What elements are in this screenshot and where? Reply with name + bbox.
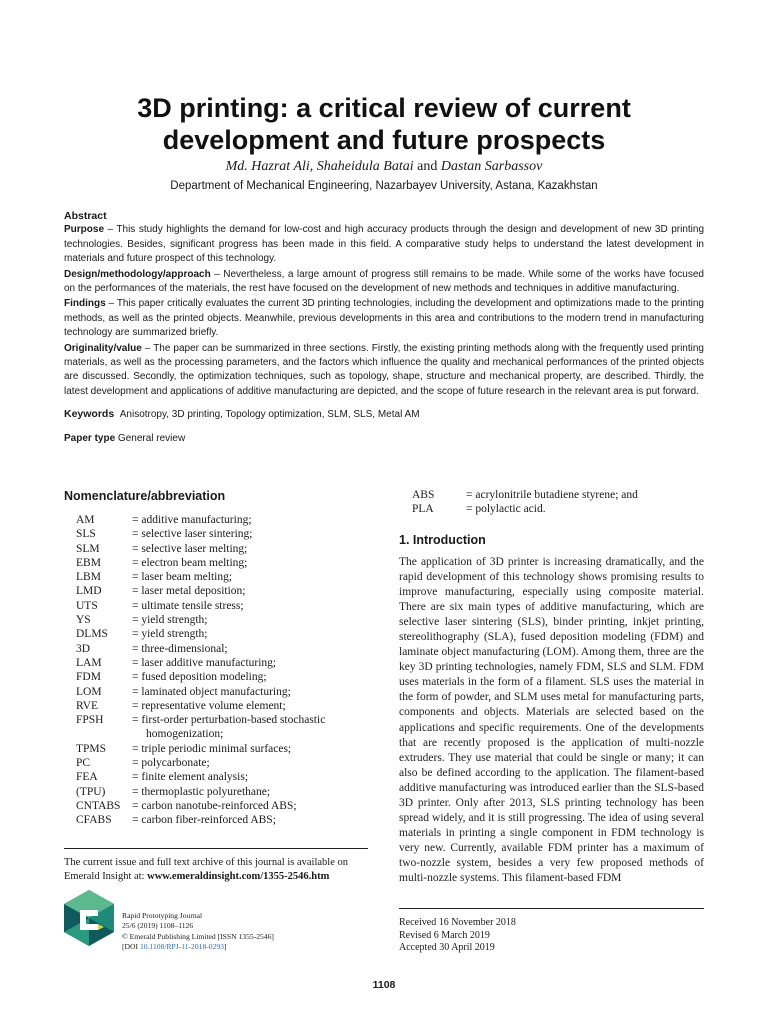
paper-type-text: General review xyxy=(117,432,186,444)
journal-url-link[interactable]: www.emeraldinsight.com/1355-2546.htm xyxy=(147,871,330,882)
purpose-label: Purpose xyxy=(64,224,105,236)
definition-text: = carbon fiber-reinforced ABS; xyxy=(132,814,276,827)
nomenclature-row xyxy=(76,785,376,799)
nomenclature-definition xyxy=(132,742,376,756)
nomenclature-row xyxy=(76,599,376,613)
nomenclature-row xyxy=(76,570,376,584)
definition-text: = ultimate tensile stress; xyxy=(132,599,244,612)
abstract-findings xyxy=(64,297,704,340)
authors-first: Md. Hazrat Ali, Shaheidula Batai xyxy=(225,159,414,174)
nomenclature-row xyxy=(412,488,712,502)
nomenclature-abbr: LMD xyxy=(76,585,102,598)
definition-text: = selective laser melting; xyxy=(132,542,248,555)
definition-text: = polycarbonate; xyxy=(132,757,210,770)
nomenclature-row xyxy=(76,713,376,742)
definition-text: = laser beam melting; xyxy=(132,571,233,584)
findings-text: – This paper critically evaluates the current 3D printing technologies, including the development and optimizations made to the printing methods, as well as the printed objects. Meanwhile, previous developments in this area and contributions to the modern trend in manufacturing technology are summarized briefly. xyxy=(64,298,704,339)
nomenclature-definition xyxy=(132,599,376,613)
definition-text: = triple periodic minimal surfaces; xyxy=(132,742,292,755)
introduction-heading: 1. Introduction xyxy=(399,533,486,547)
nomenclature-definition xyxy=(132,542,376,556)
nomenclature-definition xyxy=(132,785,376,799)
nomenclature-row xyxy=(76,627,376,641)
nomenclature-row xyxy=(412,502,712,516)
affiliation: Department of Mechanical Engineering, Nazarbayev University, Astana, Kazakhstan xyxy=(170,180,598,192)
date-revised: Revised 6 March 2019 xyxy=(399,929,490,941)
definition-text: = selective laser sintering; xyxy=(132,528,253,541)
nomenclature-row xyxy=(76,742,376,756)
nomenclature-abbr: (TPU) xyxy=(76,785,106,798)
nomenclature-abbr: LAM xyxy=(76,656,102,669)
nomenclature-definition xyxy=(466,488,712,502)
date-accepted: Accepted 30 April 2019 xyxy=(399,942,495,954)
journal-volume: 25/6 (2019) 1108–1126 xyxy=(122,921,194,931)
nomenclature-abbr: SLS xyxy=(76,528,96,541)
authors-last: Dastan Sarbassov xyxy=(440,159,543,174)
authors xyxy=(60,158,708,176)
nomenclature-abbr: AM xyxy=(76,514,95,526)
abstract xyxy=(64,209,704,447)
abstract-heading: Abstract xyxy=(64,210,107,222)
nomenclature-definition xyxy=(132,513,376,527)
nomenclature-definition xyxy=(132,799,376,813)
paper-type-label: Paper type xyxy=(64,432,116,444)
originality-label: Originality/value xyxy=(64,342,142,354)
emerald-logo xyxy=(64,890,114,946)
nomenclature-definition xyxy=(132,770,376,784)
definition-continuation: homogenization; xyxy=(146,728,224,741)
nomenclature-abbr: DLMS xyxy=(76,628,108,641)
nomenclature-abbr: UTS xyxy=(76,599,98,612)
nomenclature-row xyxy=(76,670,376,684)
design-label: Design/methodology/approach xyxy=(64,268,211,280)
nomenclature-definition xyxy=(132,570,376,584)
nomenclature-row xyxy=(76,699,376,713)
nomenclature-definition xyxy=(132,613,376,627)
nomenclature-abbr: CNTABS xyxy=(76,799,121,812)
paper-type xyxy=(64,432,704,446)
nomenclature-row xyxy=(76,813,376,827)
definition-text: = carbon nanotube-reinforced ABS; xyxy=(132,799,297,812)
paper-title xyxy=(60,92,708,156)
page-number: 1108 xyxy=(372,979,396,991)
nomenclature-row xyxy=(76,770,376,784)
definition-text: = laminated object manufacturing; xyxy=(132,685,291,698)
nomenclature-definition xyxy=(132,699,376,713)
nomenclature-abbr: ABS xyxy=(412,489,435,501)
definition-text: = fused deposition modeling; xyxy=(132,671,267,684)
design-text: – Nevertheless, a large amount of progress still remains to be made. While some of the works have focused on the performances of the materials, the rest have focused on the development of new methods and techniques in additive manufacturing. xyxy=(64,268,704,295)
journal-name: Rapid Prototyping Journal xyxy=(122,911,203,920)
keywords xyxy=(64,407,704,422)
nomenclature-abbr: EBM xyxy=(76,556,101,569)
nomenclature-abbr: PC xyxy=(76,757,91,770)
definition-text: = yield strength; xyxy=(132,614,208,627)
journal-publisher: © Emerald Publishing Limited [ISSN 1355-2546] xyxy=(122,931,274,941)
date-received: Received 16 November 2018 xyxy=(399,917,516,928)
nomenclature-row xyxy=(76,542,376,556)
nomenclature-abbr: LOM xyxy=(76,685,102,698)
nomenclature-abbr: TPMS xyxy=(76,742,107,755)
definition-text: = yield strength; xyxy=(132,628,208,641)
nomenclature-definition xyxy=(132,584,376,598)
journal-info xyxy=(122,911,372,953)
abstract-originality xyxy=(64,342,704,400)
doi-suffix: ] xyxy=(223,942,227,952)
nomenclature-row xyxy=(76,527,376,541)
nomenclature-definition xyxy=(132,556,376,570)
definition-text: = first-order perturbation-based stochastic xyxy=(132,714,326,727)
abstract-design xyxy=(64,268,704,297)
abstract-purpose xyxy=(64,223,704,266)
nomenclature-definition xyxy=(132,813,376,827)
journal-note-text: The current issue and full text archive of this journal is available on Emerald Insight at: xyxy=(64,857,348,882)
nomenclature-definition xyxy=(132,642,376,656)
nomenclature-list-continued xyxy=(412,488,712,517)
nomenclature-abbr: FEA xyxy=(76,771,98,784)
nomenclature-abbr: YS xyxy=(76,614,91,627)
nomenclature-abbr: LBM xyxy=(76,571,101,584)
nomenclature-row xyxy=(76,556,376,570)
nomenclature-row xyxy=(76,584,376,598)
nomenclature-abbr: RVE xyxy=(76,699,99,712)
keywords-text: Anisotropy, 3D printing, Topology optimization, SLM, SLS, Metal AM xyxy=(119,409,420,421)
article-dates xyxy=(399,908,704,955)
nomenclature-row xyxy=(76,513,376,527)
nomenclature-row xyxy=(76,613,376,627)
nomenclature-definition xyxy=(132,656,376,670)
nomenclature-abbr: CFABS xyxy=(76,814,112,827)
originality-text: – The paper can be summarized in three sections. Firstly, the existing printing methods along with the frequently used printing materials, as well as the processing parameters, and the factors which influence the quality and mechanical performances of the printed objects are discussed. Secondly, the optimization techniques, such as topology, shape, structure and mechanical property, are described. Thirdly, the latest development and applications of additive manufacturing are depicted, and the scope of future research in the relevant area is put forward. xyxy=(64,342,704,397)
definition-text: = electron beam melting; xyxy=(132,556,248,569)
findings-label: Findings xyxy=(64,298,106,310)
nomenclature-row xyxy=(76,642,376,656)
nomenclature-row xyxy=(76,685,376,699)
purpose-text: – This study highlights the demand for low-cost and high accuracy products through the design and development of new 3D printing technologies. Besides, significant progress has been made in this field. A comparative study helps to understand the latest development in materials and future prospect of this technology. xyxy=(64,224,704,265)
nomenclature-definition xyxy=(132,627,376,641)
nomenclature-list xyxy=(76,513,376,828)
nomenclature-abbr: FPSH xyxy=(76,714,104,727)
nomenclature-definition xyxy=(132,756,376,770)
definition-text: = polylactic acid. xyxy=(466,503,546,516)
definition-text: = laser additive manufacturing; xyxy=(132,656,277,669)
nomenclature-definition xyxy=(132,685,376,699)
nomenclature-abbr: 3D xyxy=(76,642,91,655)
nomenclature-abbr: SLM xyxy=(76,542,100,555)
definition-text: = thermoplastic polyurethane; xyxy=(132,785,271,798)
nomenclature-title: Nomenclature/abbreviation xyxy=(64,489,226,503)
journal-access-note xyxy=(64,848,368,884)
definition-text: = acrylonitrile butadiene styrene; and xyxy=(466,489,638,501)
nomenclature-abbr: PLA xyxy=(412,503,434,516)
definition-text: = additive manufacturing; xyxy=(132,514,252,526)
definition-text: = laser metal deposition; xyxy=(132,585,246,598)
nomenclature-definition xyxy=(132,713,376,742)
title-line-2: development and future prospects xyxy=(162,125,606,155)
nomenclature-row xyxy=(76,799,376,813)
doi-prefix: [DOI xyxy=(122,942,140,952)
title-line-1: 3D printing: a critical review of current xyxy=(137,93,631,123)
definition-text: = representative volume element; xyxy=(132,699,286,712)
authors-and: and xyxy=(417,159,438,174)
nomenclature-definition xyxy=(132,527,376,541)
keywords-label: Keywords xyxy=(64,408,115,421)
doi-link[interactable]: 10.1108/RPJ-11-2018-0293 xyxy=(139,942,224,952)
nomenclature-definition xyxy=(466,502,712,516)
introduction-text: The application of 3D printer is increasing dramatically, and the rapid development of this technology shows promising results to improve manufacturing, especially using composite material. There are six main types of additive manufacturing, which are selective laser sintering (SLS), binder printing, inkjet printing, stereolithography (SLA), fused deposition modeling (FDM) and laminate object manufacturing (LOM). Among them, three are the key 3D printing technologies, namely FDM, SLS and SLM. FDM uses materials in the form of a filament. SLS uses the material in the form of powder, and SLM uses metal for manufacturing parts, components and objects. Materials are selected based on the applications and specific requirements. One of the developments that are recently proposed is the application of multi-nozzle extruders. They use material that could be single or many; it can also be defined according to the application. The filament-based additive manufacturing was introduced earlier than the SLS-based 3D printer. Only after 2013, SLS printing technology has been spread widely, and it is still progressing. The idea of using several materials in printing a single component in FDM technology is very new. Currently, available FDM printer has a maximum of two-nozzle system, besides a very few proposed methods of multi-nozzle systems. This filament-based FDM xyxy=(399,556,704,884)
nomenclature-row xyxy=(76,656,376,670)
nomenclature-abbr: FDM xyxy=(76,671,101,684)
definition-text: = finite element analysis; xyxy=(132,771,249,784)
nomenclature-row xyxy=(76,756,376,770)
nomenclature-definition xyxy=(132,670,376,684)
journal-doi xyxy=(122,942,372,952)
definition-text: = three-dimensional; xyxy=(132,642,228,655)
